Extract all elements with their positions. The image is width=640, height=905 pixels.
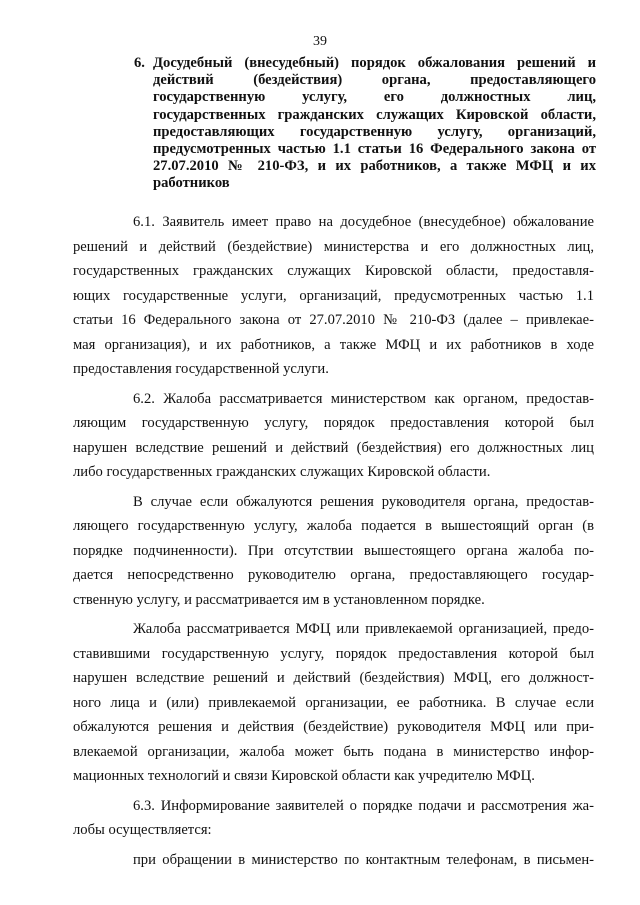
paragraph-6-3 bbox=[73, 794, 594, 843]
paragraph-contact-phones bbox=[73, 848, 594, 873]
text-line: государственных гражданских служащих Кировской области, предоставля- bbox=[73, 263, 594, 279]
heading-line: действий (бездействия) органа, предоставляющего bbox=[153, 72, 596, 89]
text-line: нарушен вследствие решений и действий (бездействия) его должностных лиц bbox=[73, 439, 594, 456]
text-line: ляющим государственную услугу, порядок предоставления которой был bbox=[73, 415, 594, 431]
paragraph-superior-body bbox=[73, 490, 594, 613]
text-line: обжалуются решения и действия (бездействие) руководителя МФЦ или при- bbox=[73, 719, 594, 735]
text-line: ющих государственные услуги, организаций, предусмотренных частью 1.1 bbox=[73, 287, 594, 304]
heading-line: Досудебный (внесудебный) порядок обжалования решений и bbox=[153, 55, 596, 71]
body-text bbox=[73, 210, 594, 872]
text-line: Жалоба рассматривается МФЦ или привлекаемой организацией, предо- bbox=[133, 621, 594, 637]
page-number: 39 bbox=[313, 34, 327, 49]
text-line: нарушен вследствие решений и действий (бездействия) МФЦ, его должност- bbox=[73, 670, 594, 686]
text-line: при обращении в министерство по контактным телефонам, в письмен- bbox=[133, 851, 594, 868]
heading-line: 27.07.2010 № 210-ФЗ, и их работников, а также МФЦ и их bbox=[153, 158, 596, 175]
heading-line: государственную услугу, его должностных лиц, bbox=[153, 89, 596, 106]
section-heading bbox=[134, 55, 596, 193]
text-line: решений и действий (бездействие) министерства и его должностных лиц, bbox=[73, 238, 594, 255]
section-number: 6. bbox=[134, 55, 145, 71]
text-line: порядке подчиненности). При отсутствии вышестоящего органа жалоба по- bbox=[73, 542, 594, 559]
text-line: мационных технологий и связи Кировской области как учредителю МФЦ. bbox=[73, 768, 535, 784]
section-heading-continuation bbox=[134, 72, 596, 192]
section-heading-first-line bbox=[134, 55, 596, 72]
text-line: либо государственных гражданских служащих Кировской области. bbox=[73, 464, 491, 480]
text-line: ставившими государственную услугу, порядок предоставления которой был bbox=[73, 645, 594, 662]
text-line: дается непосредственно руководителю органа, предоставляющего государ- bbox=[73, 567, 594, 583]
text-line: лобы осуществляется: bbox=[73, 822, 212, 838]
paragraph-mfc-complaint bbox=[73, 617, 594, 789]
text-line: ного лица и (или) привлекаемой организации, ее работника. В случае если bbox=[73, 694, 594, 711]
text-line: мая организация), и их работников, а также МФЦ и их работников в ходе bbox=[73, 336, 594, 353]
text-line: 6.1. Заявитель имеет право на досудебное (внесудебное) обжалование bbox=[133, 214, 594, 230]
heading-line: предусмотренных частью 1.1 статьи 16 Федерального закона от bbox=[153, 141, 596, 158]
text-line: влекаемой организации, жалоба может быть подана в министерство инфор- bbox=[73, 743, 594, 760]
text-line: предоставления государственной услуги. bbox=[73, 361, 329, 377]
paragraph-6-1 bbox=[73, 210, 594, 382]
text-line: ственную услугу, и рассматривается им в установленном порядке. bbox=[73, 591, 485, 608]
text-line: В случае если обжалуются решения руководителя органа, предостав- bbox=[133, 493, 594, 510]
text-line: 6.2. Жалоба рассматривается министерством как органом, предостав- bbox=[133, 390, 594, 407]
heading-line: предоставляющих государственную услугу, организаций, bbox=[153, 123, 596, 140]
text-line: 6.3. Информирование заявителей о порядке подачи и рассмотрения жа- bbox=[133, 797, 594, 814]
text-line: статьи 16 Федерального закона от 27.07.2010 № 210-ФЗ (далее – привлекае- bbox=[73, 312, 594, 328]
text-line: ляющего государственную услугу, жалоба подается в вышестоящий орган (в bbox=[73, 518, 594, 534]
paragraph-6-2 bbox=[73, 387, 594, 485]
heading-line: государственных гражданских служащих Кировской области, bbox=[153, 106, 596, 123]
heading-line: работников bbox=[153, 175, 230, 192]
